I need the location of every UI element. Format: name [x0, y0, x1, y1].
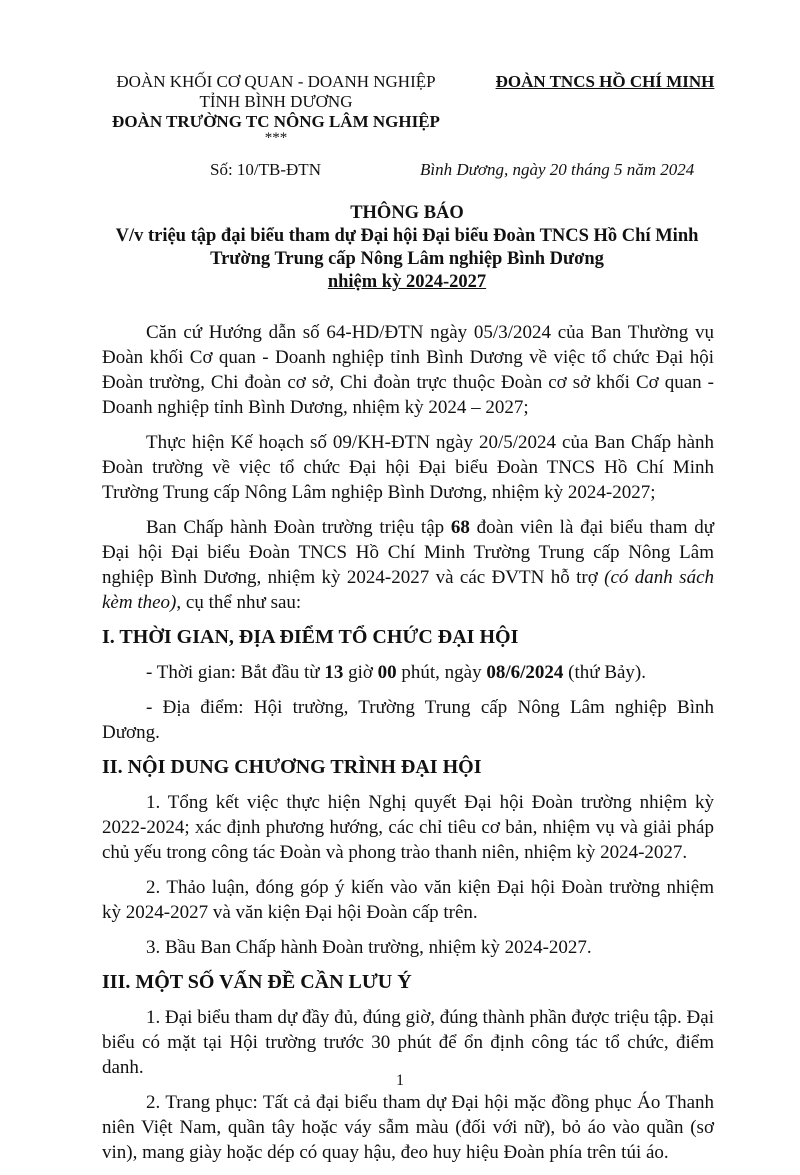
section-2-item-3: 3. Bầu Ban Chấp hành Đoàn trường, nhiệm kỳ 2024-2027.: [146, 937, 592, 958]
org-line-2: TỈNH BÌNH DƯƠNG: [199, 92, 353, 111]
section-2-item-2: 2. Thảo luận, đóng góp ý kiến vào văn kiện Đại hội Đoàn trường nhiệm kỳ 2024-2027 và văn kiện Đại hội Đoàn cấp trên.: [102, 877, 714, 923]
section-2-item-1: 1. Tổng kết việc thực hiện Nghị quyết Đại hội Đoàn trường nhiệm kỳ 2022-2024; xác định phương hướng, các chỉ tiêu cơ bản, nhiệm vụ và giải pháp chủ yếu trong công tác Đoàn và phong trào thanh niên, nhiệm kỳ 2024-2027.: [102, 792, 714, 863]
title-heading: THÔNG BÁO: [350, 203, 464, 223]
separator-stars: ***: [264, 130, 288, 146]
title-subject-line-2: Trường Trung cấp Nông Lâm nghiệp Bình Dương: [210, 249, 604, 269]
time-text-a: - Thời gian: Bắt đầu từ: [146, 662, 325, 683]
time-date: 08/6/2024: [486, 662, 564, 683]
org-line-3: ĐOÀN TRƯỜNG TC NÔNG LÂM NGHIỆP: [112, 112, 440, 131]
time-text-c: phút, ngày: [396, 662, 487, 683]
summons-text-c: , cụ thể như sau:: [176, 592, 302, 613]
paragraph-summons: [102, 515, 714, 615]
org-line-1: ĐOÀN KHỐI CƠ QUAN - DOANH NGHIỆP: [116, 72, 436, 91]
summons-text-b: đoàn viên là đại biểu tham dự Đại hội Đại biểu Đoàn TNCS Hồ Chí Minh Trường Trung cấp Nông Lâm nghiệp Bình Dương, nhiệm kỳ 2024-2027 và các ĐVTN hỗ trợ: [102, 517, 714, 588]
section-3-item-2: 2. Trang phục: Tất cả đại biểu tham dự Đại hội mặc đồng phục Áo Thanh niên Việt Nam, quần tây hoặc váy sẫm màu (đối với nữ), bỏ áo vào quần (sơ vin), mang giày hoặc dép có quay hậu, đeo huy hiệu Đoàn phía trên túi áo.: [102, 1092, 714, 1163]
union-name: [460, 72, 750, 92]
section-1-time: [102, 660, 714, 685]
issuing-organization: [96, 72, 456, 144]
document-number: Số: 10/TB-ĐTN: [210, 160, 321, 179]
page-number: 1: [396, 1072, 404, 1089]
section-3-heading: III. MỘT SỐ VẤN ĐỀ CẦN LƯU Ý: [102, 971, 412, 993]
summons-count: 68: [450, 517, 470, 538]
time-text-b: giờ: [343, 662, 378, 683]
place-and-date: Bình Dương, ngày 20 tháng 5 năm 2024: [420, 160, 695, 179]
document-title: [80, 202, 734, 294]
union-name-text: ĐOÀN TNCS HỒ CHÍ MINH: [495, 72, 715, 91]
summons-text-a: Ban Chấp hành Đoàn trường triệu tập: [146, 517, 451, 538]
time-text-d: (thứ Bảy).: [563, 662, 647, 683]
title-subject-line-3: nhiệm kỳ 2024-2027: [327, 272, 487, 292]
time-minute: 00: [377, 662, 397, 683]
summons-attachment-note: (có danh sách kèm theo): [102, 567, 715, 613]
title-subject-line-1: V/v triệu tập đại biểu tham dự Đại hội Đại biểu Đoàn TNCS Hồ Chí Minh: [115, 226, 699, 246]
time-hour: 13: [324, 662, 344, 683]
section-3-item-1: 1. Đại biểu tham dự đầy đủ, đúng giờ, đúng thành phần được triệu tập. Đại biểu có mặt tại Hội trường trước 30 phút để ổn định công tác tổ chức, điểm danh.: [102, 1007, 714, 1078]
paragraph-basis: Căn cứ Hướng dẫn số 64-HD/ĐTN ngày 05/3/2024 của Ban Thường vụ Đoàn khối Cơ quan - Doanh nghiệp tỉnh Bình Dương về việc tổ chức Đại hội Đoàn trường, Chi đoàn cơ sở, Chi đoàn trực thuộc Đoàn cơ sở khối Cơ quan - Doanh nghiệp tỉnh Bình Dương, nhiệm kỳ 2024 – 2027;: [102, 322, 714, 418]
section-1-heading: I. THỜI GIAN, ĐỊA ĐIỂM TỔ CHỨC ĐẠI HỘI: [102, 626, 519, 648]
paragraph-implementation: Thực hiện Kế hoạch số 09/KH-ĐTN ngày 20/5/2024 của Ban Chấp hành Đoàn trường về việc tổ chức Đại hội Đại biểu Đoàn TNCS Hồ Chí Minh Trường Trung cấp Nông Lâm nghiệp Bình Dương, nhiệm kỳ 2024-2027;: [102, 432, 714, 503]
section-1-place: - Địa điểm: Hội trường, Trường Trung cấp Nông Lâm nghiệp Bình Dương.: [102, 697, 714, 743]
section-2-heading: II. NỘI DUNG CHƯƠNG TRÌNH ĐẠI HỘI: [102, 756, 482, 778]
document-body: [102, 320, 714, 1175]
